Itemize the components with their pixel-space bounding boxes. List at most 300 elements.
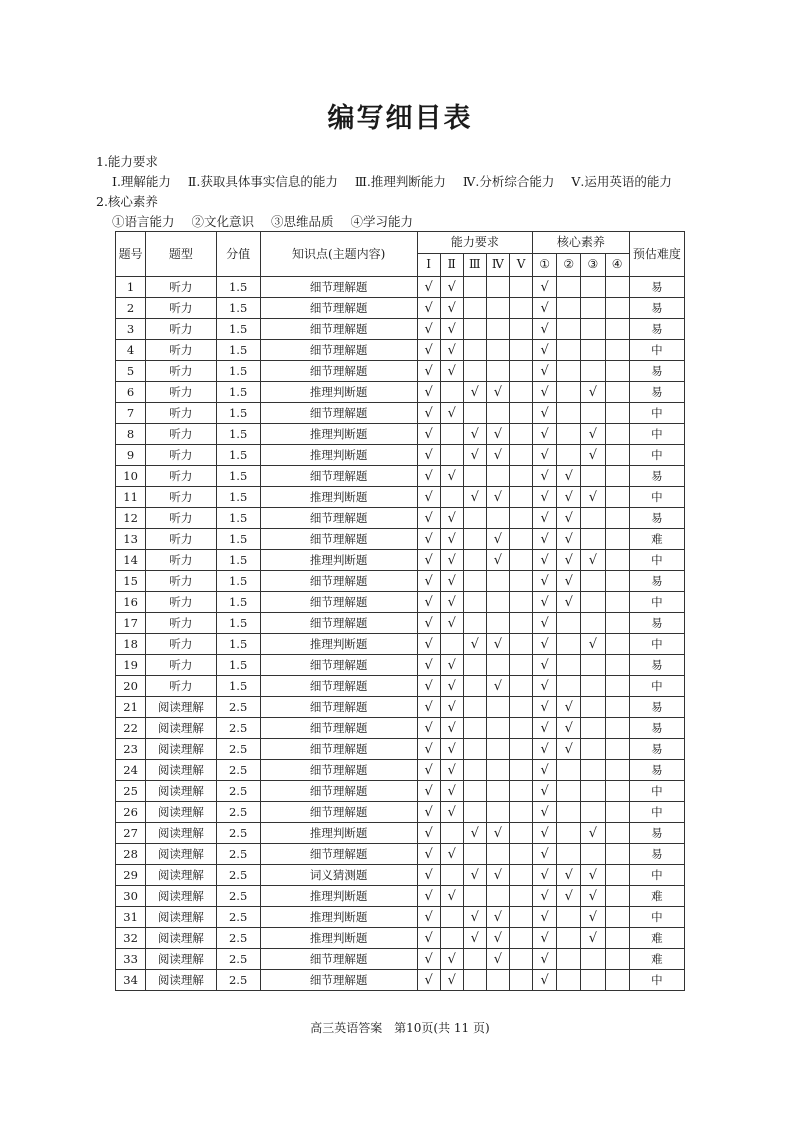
cell-type: 听力 [146,487,216,508]
cell-core-check [557,361,581,382]
section2-heading: 2.核心素养 [96,194,158,209]
table-row [116,445,685,466]
table-row [116,613,685,634]
cell-ability-check: √ [440,319,463,340]
cell-knowledge: 细节理解题 [260,697,417,718]
cell-ability-check [509,949,532,970]
cell-ability-check: √ [417,571,440,592]
table-row [116,844,685,865]
cell-ability-check [509,529,532,550]
cell-score: 2.5 [216,949,260,970]
cell-ability-check: √ [440,529,463,550]
cell-core-check: √ [533,382,557,403]
table-row [116,718,685,739]
cell-core-check: √ [533,508,557,529]
cell-core-check [605,970,629,991]
header-core: 核心素养 [533,232,630,254]
table-row [116,571,685,592]
cell-ability-check [463,676,486,697]
cell-score: 2.5 [216,907,260,928]
cell-ability-check [509,382,532,403]
cell-ability-check [509,718,532,739]
cell-type: 听力 [146,319,216,340]
cell-core-check: √ [533,361,557,382]
table-row [116,865,685,886]
cell-difficulty: 中 [629,487,684,508]
cell-ability-check [486,844,509,865]
cell-core-check [605,571,629,592]
core-col-2: ② [557,253,581,276]
cell-core-check: √ [533,718,557,739]
cell-core-check: √ [533,844,557,865]
ability-item: Ⅴ.运用英语的能力 [571,174,672,189]
cell-type: 听力 [146,529,216,550]
cell-ability-check [463,697,486,718]
cell-ability-check: √ [417,760,440,781]
cell-core-check: √ [557,739,581,760]
cell-core-check: √ [533,571,557,592]
cell-ability-check [463,298,486,319]
cell-score: 1.5 [216,529,260,550]
cell-knowledge: 推理判断题 [260,550,417,571]
cell-ability-check: √ [440,781,463,802]
cell-ability-check [486,613,509,634]
cell-ability-check [486,781,509,802]
cell-ability-check: √ [440,718,463,739]
cell-number: 28 [116,844,146,865]
cell-core-check [605,844,629,865]
cell-ability-check: √ [440,676,463,697]
cell-core-check: √ [533,592,557,613]
cell-ability-check [509,571,532,592]
cell-ability-check: √ [417,697,440,718]
cell-core-check: √ [581,487,605,508]
cell-ability-check: √ [440,739,463,760]
cell-ability-check [509,970,532,991]
cell-core-check [581,403,605,424]
cell-type: 阅读理解 [146,781,216,802]
cell-core-check [581,613,605,634]
cell-score: 1.5 [216,487,260,508]
cell-type: 阅读理解 [146,697,216,718]
cell-ability-check: √ [463,424,486,445]
cell-knowledge: 细节理解题 [260,277,417,298]
core-item: ④学习能力 [350,214,414,229]
cell-core-check: √ [533,928,557,949]
cell-core-check [605,823,629,844]
section1-heading: 1.能力要求 [96,154,158,169]
cell-type: 阅读理解 [146,970,216,991]
cell-core-check: √ [557,571,581,592]
cell-ability-check: √ [417,298,440,319]
cell-ability-check: √ [417,655,440,676]
cell-core-check: √ [533,760,557,781]
cell-ability-check: √ [463,445,486,466]
cell-core-check: √ [533,865,557,886]
cell-ability-check: √ [440,550,463,571]
ability-col-5: Ⅴ [509,253,532,276]
cell-core-check [581,949,605,970]
table-row [116,739,685,760]
cell-ability-check [509,319,532,340]
cell-ability-check [486,298,509,319]
cell-knowledge: 细节理解题 [260,571,417,592]
cell-core-check: √ [533,634,557,655]
cell-number: 16 [116,592,146,613]
cell-core-check [581,760,605,781]
cell-core-check: √ [557,592,581,613]
cell-ability-check: √ [417,886,440,907]
cell-core-check [605,445,629,466]
cell-ability-check: √ [463,907,486,928]
cell-number: 20 [116,676,146,697]
header-ability: 能力要求 [417,232,533,254]
cell-knowledge: 推理判断题 [260,907,417,928]
cell-core-check [605,508,629,529]
cell-ability-check [463,361,486,382]
cell-difficulty: 易 [629,571,684,592]
cell-difficulty: 中 [629,781,684,802]
cell-ability-check: √ [486,949,509,970]
cell-score: 1.5 [216,550,260,571]
cell-ability-check: √ [486,529,509,550]
cell-number: 18 [116,634,146,655]
cell-ability-check [463,466,486,487]
cell-core-check: √ [533,823,557,844]
cell-core-check [581,529,605,550]
cell-core-check [581,340,605,361]
cell-core-check [557,781,581,802]
cell-ability-check: √ [417,529,440,550]
cell-core-check: √ [533,340,557,361]
cell-number: 26 [116,802,146,823]
cell-ability-check [486,466,509,487]
cell-knowledge: 推理判断题 [260,424,417,445]
cell-score: 2.5 [216,823,260,844]
cell-core-check: √ [533,529,557,550]
core-item: ②文化意识 [191,214,255,229]
cell-knowledge: 细节理解题 [260,655,417,676]
table-row [116,550,685,571]
cell-ability-check: √ [440,361,463,382]
cell-score: 2.5 [216,928,260,949]
cell-type: 阅读理解 [146,865,216,886]
cell-ability-check [440,907,463,928]
cell-ability-check: √ [463,382,486,403]
cell-score: 2.5 [216,760,260,781]
cell-ability-check [509,781,532,802]
cell-core-check [581,844,605,865]
cell-core-check [557,424,581,445]
header-type: 题型 [146,232,216,277]
cell-core-check [605,676,629,697]
cell-difficulty: 难 [629,949,684,970]
cell-core-check [581,466,605,487]
cell-ability-check [463,529,486,550]
cell-ability-check [440,865,463,886]
cell-ability-check: √ [463,823,486,844]
cell-score: 1.5 [216,571,260,592]
page-title: 编写细目表 [327,103,473,134]
cell-ability-check: √ [486,676,509,697]
cell-core-check [605,781,629,802]
cell-difficulty: 中 [629,340,684,361]
cell-core-check [557,634,581,655]
cell-core-check [605,718,629,739]
cell-score: 1.5 [216,676,260,697]
cell-type: 听力 [146,382,216,403]
cell-ability-check [509,445,532,466]
cell-number: 25 [116,781,146,802]
cell-core-check: √ [581,907,605,928]
cell-ability-check [509,592,532,613]
cell-difficulty: 中 [629,865,684,886]
cell-number: 21 [116,697,146,718]
cell-difficulty: 易 [629,718,684,739]
cell-core-check: √ [581,424,605,445]
cell-ability-check: √ [417,802,440,823]
cell-score: 1.5 [216,634,260,655]
table-row [116,319,685,340]
cell-ability-check [486,508,509,529]
cell-score: 2.5 [216,802,260,823]
cell-ability-check: √ [486,634,509,655]
table-row [116,970,685,991]
cell-ability-check [509,928,532,949]
cell-score: 2.5 [216,886,260,907]
cell-score: 2.5 [216,865,260,886]
cell-core-check [605,592,629,613]
cell-score: 1.5 [216,613,260,634]
cell-core-check: √ [533,697,557,718]
cell-core-check [557,613,581,634]
cell-type: 听力 [146,592,216,613]
cell-core-check [605,550,629,571]
cell-ability-check: √ [417,739,440,760]
cell-core-check [605,928,629,949]
cell-number: 6 [116,382,146,403]
cell-core-check: √ [533,403,557,424]
cell-number: 10 [116,466,146,487]
cell-ability-check [509,697,532,718]
cell-core-check [581,571,605,592]
cell-ability-check [463,319,486,340]
cell-knowledge: 推理判断题 [260,886,417,907]
cell-core-check: √ [557,865,581,886]
core-col-3: ③ [581,253,605,276]
cell-ability-check [440,487,463,508]
cell-ability-check: √ [417,277,440,298]
page-footer [0,1019,800,1036]
cell-core-check [605,886,629,907]
cell-core-check [605,697,629,718]
cell-ability-check: √ [417,550,440,571]
cell-ability-check [509,823,532,844]
cell-difficulty: 难 [629,529,684,550]
cell-core-check: √ [581,823,605,844]
table-row [116,949,685,970]
cell-ability-check [463,403,486,424]
cell-ability-check: √ [486,445,509,466]
cell-knowledge: 细节理解题 [260,592,417,613]
cell-ability-check [463,718,486,739]
cell-number: 7 [116,403,146,424]
cell-difficulty: 易 [629,760,684,781]
cell-number: 33 [116,949,146,970]
ability-list [112,172,685,190]
cell-core-check: √ [581,865,605,886]
cell-type: 阅读理解 [146,823,216,844]
cell-core-check [605,298,629,319]
cell-core-check [605,613,629,634]
cell-ability-check [509,466,532,487]
ability-col-2: Ⅱ [440,253,463,276]
cell-ability-check: √ [417,319,440,340]
cell-difficulty: 易 [629,844,684,865]
cell-ability-check [463,970,486,991]
cell-number: 17 [116,613,146,634]
cell-core-check: √ [557,550,581,571]
cell-score: 2.5 [216,718,260,739]
cell-core-check [605,760,629,781]
table-row [116,382,685,403]
table-row [116,529,685,550]
cell-ability-check [440,634,463,655]
cell-difficulty: 易 [629,382,684,403]
ability-item: Ⅲ.推理判断能力 [354,174,446,189]
cell-knowledge: 细节理解题 [260,529,417,550]
table-row [116,508,685,529]
cell-score: 1.5 [216,424,260,445]
cell-ability-check: √ [417,928,440,949]
cell-core-check: √ [533,970,557,991]
cell-number: 23 [116,739,146,760]
cell-core-check: √ [581,634,605,655]
cell-ability-check [463,550,486,571]
cell-ability-check [509,277,532,298]
cell-ability-check: √ [417,487,440,508]
cell-core-check: √ [557,466,581,487]
cell-ability-check [509,361,532,382]
cell-ability-check: √ [440,613,463,634]
cell-core-check: √ [533,445,557,466]
cell-ability-check: √ [440,802,463,823]
table-row [116,676,685,697]
table-row [116,907,685,928]
table-row [116,424,685,445]
cell-difficulty: 中 [629,592,684,613]
cell-ability-check: √ [417,592,440,613]
table-row [116,298,685,319]
cell-ability-check [509,907,532,928]
cell-core-check [581,781,605,802]
cell-ability-check [463,340,486,361]
cell-ability-check: √ [486,907,509,928]
cell-ability-check: √ [417,844,440,865]
cell-knowledge: 细节理解题 [260,802,417,823]
cell-number: 5 [116,361,146,382]
cell-ability-check: √ [417,970,440,991]
table-row [116,403,685,424]
ability-col-3: Ⅲ [463,253,486,276]
cell-core-check [557,277,581,298]
header-number: 题号 [116,232,146,277]
cell-knowledge: 细节理解题 [260,361,417,382]
ability-col-1: Ⅰ [417,253,440,276]
cell-type: 听力 [146,613,216,634]
cell-ability-check [509,340,532,361]
cell-ability-check [463,760,486,781]
cell-core-check [557,298,581,319]
cell-ability-check [486,403,509,424]
cell-score: 1.5 [216,508,260,529]
cell-score: 2.5 [216,844,260,865]
cell-core-check: √ [533,466,557,487]
cell-type: 阅读理解 [146,949,216,970]
cell-difficulty: 易 [629,277,684,298]
cell-number: 14 [116,550,146,571]
cell-ability-check [509,403,532,424]
table-row [116,592,685,613]
cell-difficulty: 中 [629,802,684,823]
cell-number: 27 [116,823,146,844]
cell-core-check [605,865,629,886]
header-difficulty: 预估难度 [629,232,684,277]
cell-core-check [605,340,629,361]
cell-number: 15 [116,571,146,592]
cell-ability-check [463,655,486,676]
cell-ability-check [440,445,463,466]
cell-core-check [605,949,629,970]
cell-type: 阅读理解 [146,928,216,949]
ability-item: Ⅱ.获取具体事实信息的能力 [187,174,338,189]
table-row [116,697,685,718]
cell-ability-check [509,739,532,760]
cell-core-check [605,487,629,508]
cell-ability-check [486,361,509,382]
cell-ability-check: √ [417,634,440,655]
cell-core-check [605,634,629,655]
cell-core-check [581,508,605,529]
cell-number: 3 [116,319,146,340]
cell-core-check [581,655,605,676]
cell-ability-check: √ [463,928,486,949]
cell-core-check: √ [533,277,557,298]
cell-ability-check [463,613,486,634]
table-row [116,928,685,949]
core-col-4: ④ [605,253,629,276]
cell-core-check [605,424,629,445]
cell-number: 1 [116,277,146,298]
cell-type: 听力 [146,361,216,382]
cell-ability-check [486,886,509,907]
cell-core-check [557,802,581,823]
cell-number: 22 [116,718,146,739]
cell-type: 阅读理解 [146,886,216,907]
cell-core-check [557,823,581,844]
cell-ability-check [486,571,509,592]
core-literacy-list [112,212,426,230]
cell-ability-check [486,319,509,340]
cell-core-check: √ [533,781,557,802]
cell-difficulty: 中 [629,907,684,928]
cell-core-check: √ [533,739,557,760]
cell-ability-check: √ [440,466,463,487]
cell-score: 1.5 [216,655,260,676]
cell-core-check [557,928,581,949]
cell-knowledge: 推理判断题 [260,487,417,508]
cell-core-check [581,802,605,823]
